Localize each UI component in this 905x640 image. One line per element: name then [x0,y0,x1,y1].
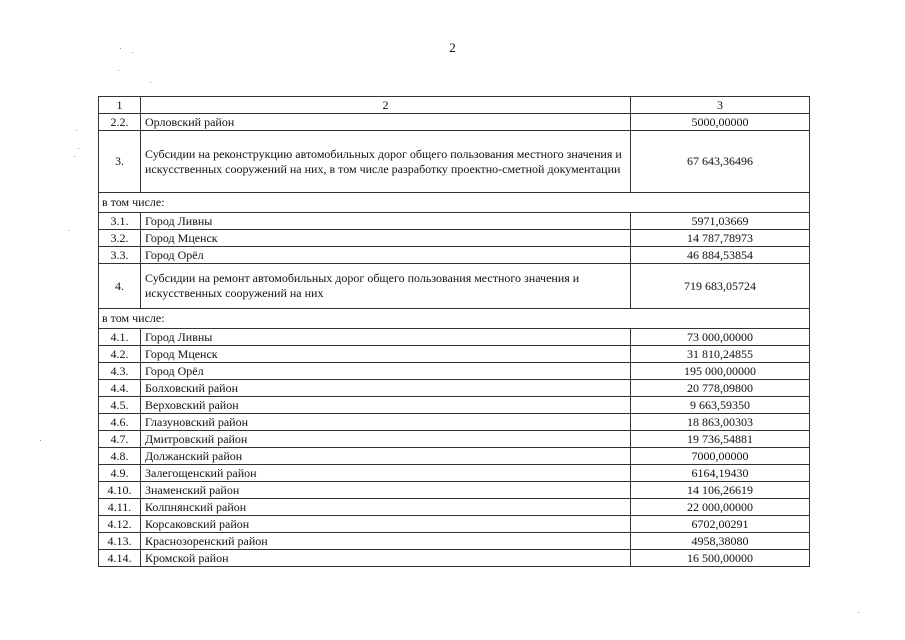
row-name: Орловский район [141,114,631,131]
scan-speck [120,48,121,49]
row-value: 5971,03669 [631,213,810,230]
row-value: 67 643,36496 [631,131,810,193]
row-value: 14 787,78973 [631,230,810,247]
row-value: 195 000,00000 [631,363,810,380]
scan-speck [78,148,79,149]
table-row [99,131,810,193]
row-name: Должанский район [141,448,631,465]
group-label: в том числе: [99,309,810,329]
row-number: 4.1. [99,329,141,346]
row-number: 3. [99,131,141,193]
subsidy-table [98,96,810,567]
row-number: 2.2. [99,114,141,131]
table-row [99,516,810,533]
scan-speck [858,612,859,613]
header-col-2: 2 [141,97,631,114]
row-value: 20 778,09800 [631,380,810,397]
table-row [99,114,810,131]
row-value: 14 106,26619 [631,482,810,499]
row-name: Город Ливны [141,329,631,346]
table-row [99,465,810,482]
row-value: 31 810,24855 [631,346,810,363]
row-value: 18 863,00303 [631,414,810,431]
row-number: 3.1. [99,213,141,230]
header-col-3: 3 [631,97,810,114]
table-row [99,363,810,380]
row-name: Кромской район [141,550,631,567]
row-name: Знаменский район [141,482,631,499]
row-value: 19 736,54881 [631,431,810,448]
page-number: 2 [449,40,456,55]
table-row [99,431,810,448]
row-number: 4.6. [99,414,141,431]
row-name: Субсидии на ремонт автомобильных дорог общего пользования местного значения и искусственных сооружений на них [141,264,631,309]
row-name: Верховский район [141,397,631,414]
group-label-row [99,193,810,213]
row-value: 4958,38080 [631,533,810,550]
table-row [99,329,810,346]
table-body [99,97,810,567]
row-name: Залегощенский район [141,465,631,482]
row-number: 3.2. [99,230,141,247]
row-number: 4.7. [99,431,141,448]
row-name: Болховский район [141,380,631,397]
row-value: 6702,00291 [631,516,810,533]
row-number: 4.8. [99,448,141,465]
row-value: 9 663,59350 [631,397,810,414]
table-row [99,482,810,499]
table-row [99,397,810,414]
row-number: 4.2. [99,346,141,363]
row-name: Город Ливны [141,213,631,230]
row-name: Краснозоренский район [141,533,631,550]
row-number: 4. [99,264,141,309]
row-number: 4.9. [99,465,141,482]
table-row [99,414,810,431]
row-name: Субсидии на реконструкцию автомобильных дорог общего пользования местного значения и искусственных сооружений на них, в том числе разработку проектно-сметной документации [141,131,631,193]
table-row [99,550,810,567]
scan-speck [132,52,133,53]
table-row [99,346,810,363]
row-value: 46 884,53854 [631,247,810,264]
scan-speck [74,156,75,157]
group-label-row [99,309,810,329]
scan-speck [118,70,119,71]
row-name: Город Мценск [141,230,631,247]
table-row [99,499,810,516]
row-name: Город Орёл [141,247,631,264]
scan-speck [76,130,77,131]
table-row [99,264,810,309]
row-number: 4.11. [99,499,141,516]
row-value: 6164,19430 [631,465,810,482]
row-name: Город Орёл [141,363,631,380]
table-row [99,247,810,264]
row-number: 4.3. [99,363,141,380]
table-header-row [99,97,810,114]
scan-speck [40,440,41,441]
row-number: 4.13. [99,533,141,550]
scan-speck [68,230,69,231]
row-number: 4.12. [99,516,141,533]
header-col-1: 1 [99,97,141,114]
row-value: 7000,00000 [631,448,810,465]
scan-speck [150,82,151,83]
table-row [99,533,810,550]
group-label: в том числе: [99,193,810,213]
row-name: Глазуновский район [141,414,631,431]
table-row [99,380,810,397]
row-number: 3.3. [99,247,141,264]
row-value: 5000,00000 [631,114,810,131]
row-name: Дмитровский район [141,431,631,448]
row-name: Корсаковский район [141,516,631,533]
table-row [99,230,810,247]
row-name: Колпнянский район [141,499,631,516]
row-value: 719 683,05724 [631,264,810,309]
row-number: 4.10. [99,482,141,499]
row-number: 4.5. [99,397,141,414]
row-number: 4.4. [99,380,141,397]
table-row [99,448,810,465]
row-number: 4.14. [99,550,141,567]
row-value: 16 500,00000 [631,550,810,567]
row-name: Город Мценск [141,346,631,363]
table-row [99,213,810,230]
row-value: 73 000,00000 [631,329,810,346]
row-value: 22 000,00000 [631,499,810,516]
